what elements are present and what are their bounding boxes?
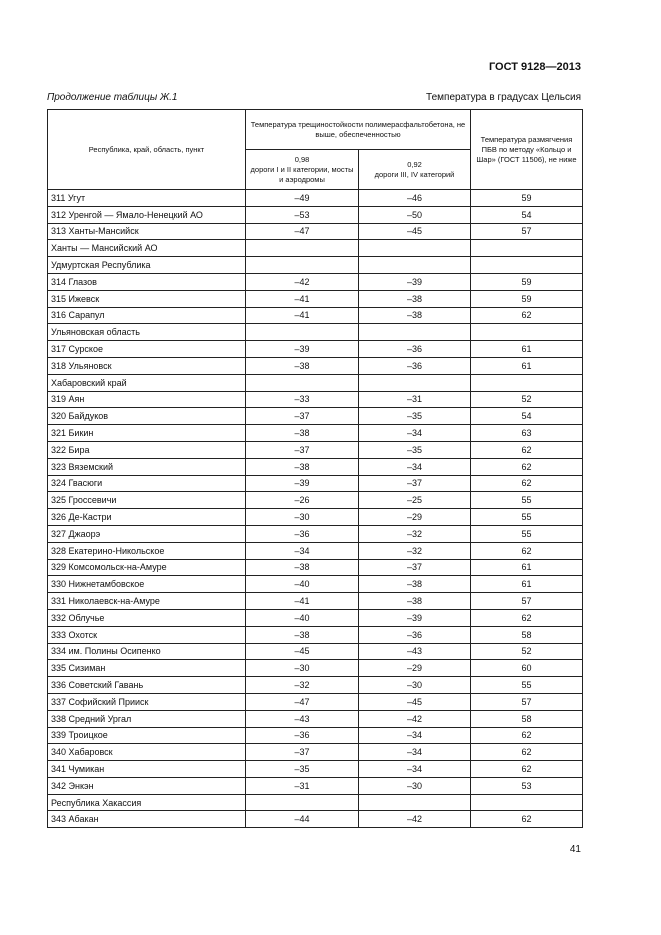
location-cell: Ульяновская область [48,324,246,341]
temp-092-cell [359,240,471,257]
location-cell: 322 Бира [48,441,246,458]
softening-cell: 54 [471,206,583,223]
softening-cell: 57 [471,593,583,610]
temp-092-cell: –38 [359,290,471,307]
table-row [48,593,583,610]
temp-092-cell: –30 [359,677,471,694]
location-cell: 332 Облучье [48,609,246,626]
location-cell: 314 Глазов [48,273,246,290]
table-row [48,408,583,425]
temp-092-cell: –32 [359,542,471,559]
softening-cell: 55 [471,525,583,542]
temp-098-cell: –37 [246,744,359,761]
softening-cell: 62 [471,761,583,778]
table-row [48,727,583,744]
table-row [48,626,583,643]
softening-cell [471,257,583,274]
temp-092-cell: –30 [359,777,471,794]
header-probability-092 [359,150,471,190]
table-row [48,710,583,727]
softening-cell: 57 [471,693,583,710]
location-cell: 341 Чумикан [48,761,246,778]
table-row [48,609,583,626]
temp-098-cell: –36 [246,525,359,542]
softening-cell: 53 [471,777,583,794]
location-cell: 343 Абакан [48,811,246,828]
temp-092-cell: –34 [359,744,471,761]
table-row [48,441,583,458]
header-crack-resistance: Температура трещиностойкости полимерасфальтобетона, не выше, обеспеченностью [246,110,471,150]
location-cell: 336 Советский Гавань [48,677,246,694]
location-cell: 318 Ульяновск [48,357,246,374]
softening-cell: 58 [471,626,583,643]
table-row [48,374,583,391]
location-cell: Хабаровский край [48,374,246,391]
table-row [48,576,583,593]
softening-cell: 62 [471,441,583,458]
temp-098-cell [246,257,359,274]
softening-cell: 63 [471,425,583,442]
table-row [48,811,583,828]
probability-098-value: 0,98 [294,154,310,164]
temperature-table [47,109,583,828]
location-cell: 339 Троицкое [48,727,246,744]
softening-cell: 54 [471,408,583,425]
softening-cell [471,794,583,811]
temp-092-cell: –31 [359,391,471,408]
location-cell: 315 Ижевск [48,290,246,307]
temp-098-cell: –30 [246,509,359,526]
temp-098-cell: –49 [246,190,359,207]
temp-092-cell: –29 [359,660,471,677]
page-number: 41 [569,844,581,855]
softening-cell: 62 [471,542,583,559]
temp-098-cell: –43 [246,710,359,727]
header-probability-098 [246,150,359,190]
temp-098-cell: –47 [246,223,359,240]
table-row [48,240,583,257]
table-row [48,643,583,660]
temp-098-cell: –40 [246,576,359,593]
temp-098-cell: –32 [246,677,359,694]
location-cell: 337 Софийский Прииск [48,693,246,710]
temp-092-cell [359,794,471,811]
temp-092-cell: –43 [359,643,471,660]
temp-098-cell: –41 [246,307,359,324]
table-row [48,273,583,290]
table-row [48,492,583,509]
temp-092-cell [359,257,471,274]
table-row [48,458,583,475]
temp-098-cell: –36 [246,727,359,744]
temp-092-cell: –29 [359,509,471,526]
location-cell: 338 Средний Ургал [48,710,246,727]
temp-098-cell: –34 [246,542,359,559]
temp-092-cell: –36 [359,357,471,374]
softening-cell [471,240,583,257]
temp-092-cell: –39 [359,609,471,626]
location-cell: 311 Угут [48,190,246,207]
table-row [48,660,583,677]
table-row [48,425,583,442]
temp-092-cell: –34 [359,425,471,442]
softening-cell: 62 [471,609,583,626]
location-cell: 321 Бикин [48,425,246,442]
softening-cell: 62 [471,727,583,744]
table-row [48,206,583,223]
probability-092-description: дороги III, IV категорий [374,169,455,179]
temp-092-cell: –32 [359,525,471,542]
temp-098-cell: –39 [246,475,359,492]
temp-098-cell: –37 [246,408,359,425]
temp-098-cell: –41 [246,593,359,610]
table-continuation-caption: Продолжение таблицы Ж.1 [47,92,178,103]
location-cell: 320 Байдуков [48,408,246,425]
temp-092-cell: –34 [359,727,471,744]
table-row [48,693,583,710]
temp-092-cell: –37 [359,475,471,492]
table-row [48,677,583,694]
table-row [48,223,583,240]
location-cell: Удмуртская Республика [48,257,246,274]
table-row [48,559,583,576]
temp-098-cell: –47 [246,693,359,710]
units-caption: Температура в градусах Цельсия [426,92,581,103]
table-row [48,761,583,778]
location-cell: 317 Сурское [48,341,246,358]
table-row [48,324,583,341]
document-code: ГОСТ 9128—2013 [488,61,581,73]
temp-098-cell: –38 [246,425,359,442]
location-cell: 316 Сарапул [48,307,246,324]
location-cell: 340 Хабаровск [48,744,246,761]
temp-098-cell: –38 [246,626,359,643]
location-cell: 326 Де-Кастри [48,509,246,526]
softening-cell: 58 [471,710,583,727]
location-cell: 327 Джаорэ [48,525,246,542]
temp-098-cell: –38 [246,458,359,475]
temp-092-cell: –45 [359,693,471,710]
temp-098-cell: –44 [246,811,359,828]
temp-098-cell: –38 [246,559,359,576]
temp-092-cell: –35 [359,441,471,458]
location-cell: 328 Екатерино-Никольское [48,542,246,559]
softening-cell: 59 [471,273,583,290]
temp-092-cell: –42 [359,710,471,727]
temp-098-cell [246,324,359,341]
softening-cell: 61 [471,357,583,374]
probability-098-description: дороги I и II категории, мосты и аэродромы [250,164,354,184]
table-row [48,391,583,408]
temp-092-cell [359,324,471,341]
table-row [48,257,583,274]
temp-092-cell: –34 [359,761,471,778]
temp-098-cell: –41 [246,290,359,307]
temp-092-cell: –38 [359,576,471,593]
softening-cell: 55 [471,492,583,509]
table-row [48,509,583,526]
table-row [48,475,583,492]
softening-cell: 59 [471,190,583,207]
location-cell: 334 им. Полины Осипенко [48,643,246,660]
temp-092-cell [359,374,471,391]
softening-cell: 62 [471,307,583,324]
table-row [48,542,583,559]
location-cell: 330 Нижнетамбовское [48,576,246,593]
softening-cell: 60 [471,660,583,677]
softening-cell: 62 [471,744,583,761]
softening-cell: 62 [471,458,583,475]
table-body [48,190,583,828]
location-cell: 325 Гроссевичи [48,492,246,509]
softening-cell: 61 [471,341,583,358]
temp-092-cell: –50 [359,206,471,223]
softening-cell: 62 [471,475,583,492]
softening-cell [471,374,583,391]
header-location: Республика, край, область, пункт [48,110,246,190]
temp-098-cell: –26 [246,492,359,509]
temp-098-cell: –33 [246,391,359,408]
location-cell: 324 Гвасюги [48,475,246,492]
temp-092-cell: –25 [359,492,471,509]
temp-098-cell [246,794,359,811]
softening-cell: 57 [471,223,583,240]
header-softening-point: Температура размягчения ПБВ по методу «Кольцо и Шар» (ГОСТ 11506), не ниже [471,110,583,190]
softening-cell: 52 [471,391,583,408]
temp-098-cell: –38 [246,357,359,374]
location-cell: 329 Комсомольск-на-Амуре [48,559,246,576]
table-row [48,307,583,324]
temp-092-cell: –46 [359,190,471,207]
table-row [48,794,583,811]
softening-cell: 61 [471,559,583,576]
table-row [48,744,583,761]
softening-cell: 62 [471,811,583,828]
temp-098-cell: –39 [246,341,359,358]
softening-cell: 52 [471,643,583,660]
table-row [48,525,583,542]
temp-098-cell [246,240,359,257]
table-row [48,777,583,794]
temp-092-cell: –37 [359,559,471,576]
softening-cell [471,324,583,341]
temp-092-cell: –39 [359,273,471,290]
location-cell: 319 Аян [48,391,246,408]
temp-092-cell: –36 [359,626,471,643]
softening-cell: 55 [471,509,583,526]
temp-098-cell: –40 [246,609,359,626]
temp-092-cell: –38 [359,593,471,610]
location-cell: Ханты — Мансийский АО [48,240,246,257]
location-cell: 333 Охотск [48,626,246,643]
location-cell: 335 Сизиман [48,660,246,677]
temp-092-cell: –45 [359,223,471,240]
table-row [48,290,583,307]
location-cell: 323 Вяземский [48,458,246,475]
location-cell: 331 Николаевск-на-Амуре [48,593,246,610]
temp-098-cell: –53 [246,206,359,223]
temp-098-cell: –45 [246,643,359,660]
softening-cell: 61 [471,576,583,593]
temp-092-cell: –35 [359,408,471,425]
temp-092-cell: –42 [359,811,471,828]
location-cell: 313 Ханты-Мансийск [48,223,246,240]
temp-098-cell: –30 [246,660,359,677]
table-row [48,357,583,374]
temp-092-cell: –38 [359,307,471,324]
temp-092-cell: –36 [359,341,471,358]
temp-092-cell: –34 [359,458,471,475]
table-row [48,190,583,207]
location-cell: Республика Хакассия [48,794,246,811]
temp-098-cell: –42 [246,273,359,290]
temp-098-cell: –31 [246,777,359,794]
temp-098-cell: –35 [246,761,359,778]
probability-092-value: 0,92 [407,159,422,169]
softening-cell: 55 [471,677,583,694]
location-cell: 312 Уренгой — Ямало-Ненецкий АО [48,206,246,223]
temp-098-cell [246,374,359,391]
location-cell: 342 Энкэн [48,777,246,794]
table-row [48,341,583,358]
temp-098-cell: –37 [246,441,359,458]
softening-cell: 59 [471,290,583,307]
